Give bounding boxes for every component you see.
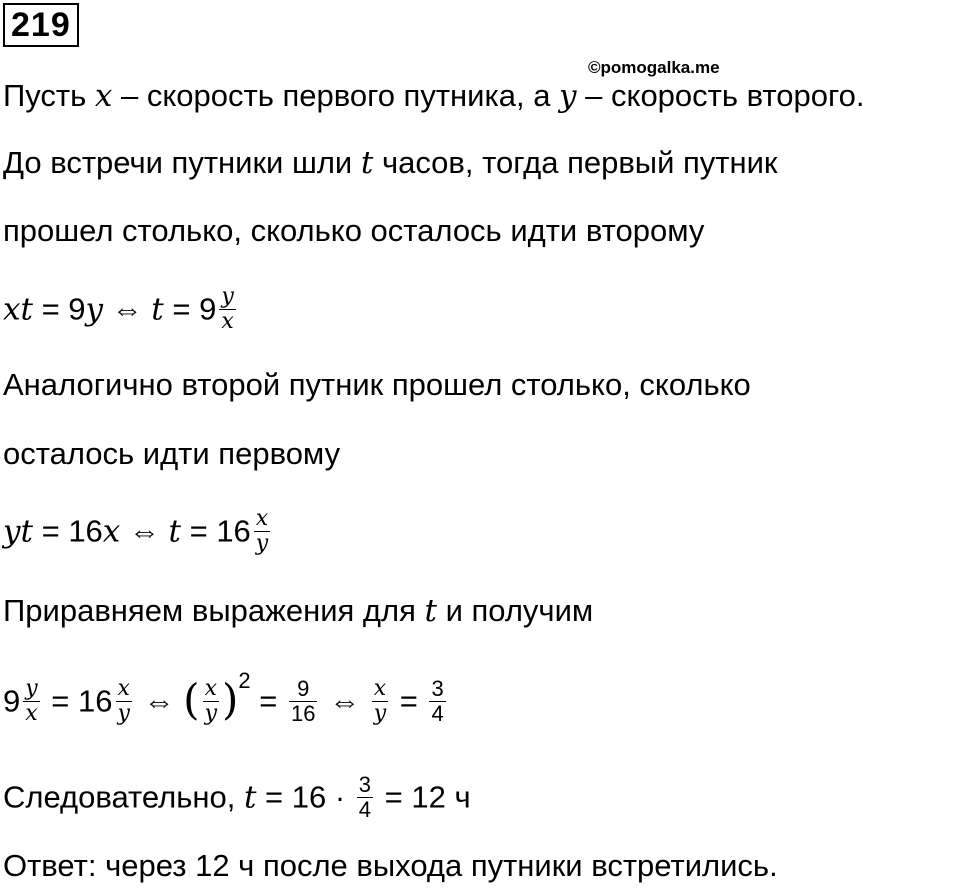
equation-term: = 9: [163, 291, 217, 327]
iff-symbol: ⇔: [120, 513, 169, 549]
text-segment: Следовательно,: [3, 779, 244, 815]
equation-term: = 16: [180, 513, 251, 549]
fraction: [203, 677, 219, 726]
fraction-denominator: x: [25, 701, 38, 726]
variable-t: t: [168, 513, 181, 550]
equation-term: 9: [3, 683, 21, 719]
text-segment: часов, тогда первый путник: [373, 145, 778, 180]
fraction-denominator: y: [255, 531, 269, 556]
text-segment: = 16 ·: [256, 779, 354, 815]
equation-2: [3, 506, 273, 558]
variable-t: t: [424, 593, 437, 629]
exponent: 2: [238, 668, 251, 693]
fraction: [116, 677, 132, 726]
problem-number: 219: [3, 3, 79, 47]
text-segment: и получим: [436, 593, 594, 628]
text-segment: – скорость второго.: [576, 78, 865, 113]
fraction-numerator: 9: [289, 677, 317, 702]
fraction-numerator: y: [25, 676, 38, 701]
left-parenthesis: (: [183, 674, 200, 724]
fraction: [429, 677, 445, 726]
fraction-numerator: y: [221, 284, 234, 309]
fraction-numerator: x: [372, 677, 388, 702]
fraction-numerator: x: [203, 677, 219, 702]
fraction-denominator: 4: [431, 701, 444, 726]
variable-t: t: [243, 779, 257, 816]
equation-term: =: [391, 683, 427, 719]
text-segment: = 12 ч: [376, 779, 471, 815]
variable-t: t: [151, 291, 164, 328]
equation-1: [3, 284, 239, 336]
text-segment: Пусть: [3, 78, 95, 113]
fraction-denominator: x: [221, 309, 234, 334]
iff-symbol: ⇔: [320, 683, 369, 719]
equation-term: = 16: [42, 683, 113, 719]
right-parenthesis: ): [222, 674, 239, 724]
fraction-denominator: y: [373, 701, 387, 726]
variable-x: x: [102, 513, 121, 550]
fraction-denominator: y: [204, 701, 217, 726]
fraction: [254, 507, 270, 556]
equation-3: [3, 668, 449, 728]
fraction-denominator: 16: [290, 701, 316, 726]
answer-line: Ответ: через 12 ч после выхода путники встретились.: [3, 848, 778, 883]
fraction: [372, 677, 388, 726]
iff-symbol: ⇔: [103, 291, 152, 327]
text-segment: До встречи путники шли: [3, 145, 361, 180]
text-line-6: осталось идти первому: [3, 436, 341, 471]
fraction: [289, 677, 317, 726]
text-line-5: Аналогично второй путник прошел столько, сколько: [3, 367, 751, 402]
fraction: [219, 285, 235, 334]
fraction-numerator: x: [254, 507, 270, 532]
fraction: [23, 677, 39, 726]
text-line-2: [3, 143, 778, 183]
text-segment: – скорость первого путника, а: [112, 78, 560, 113]
text-line-1: [3, 76, 864, 116]
equation-term: yt: [3, 513, 33, 550]
equation-term: =: [250, 683, 286, 719]
fraction-denominator: 4: [358, 797, 372, 822]
variable-y: y: [85, 291, 104, 328]
text-segment: Приравняем выражения для: [3, 593, 425, 628]
fraction: [357, 773, 373, 822]
equation-term: = 9: [32, 291, 86, 327]
fraction-numerator: 3: [431, 676, 444, 701]
equation-term: xt: [3, 291, 33, 328]
variable-t: t: [360, 145, 374, 181]
fraction-numerator: 3: [358, 772, 372, 797]
variable-y: y: [559, 78, 577, 114]
iff-symbol: ⇔: [134, 683, 184, 719]
text-line-10: [3, 772, 471, 824]
text-line-3: прошел столько, сколько осталось идти второму: [3, 213, 705, 248]
watermark: ©pomogalka.me: [588, 58, 720, 77]
variable-x: x: [94, 78, 113, 114]
fraction-numerator: x: [116, 677, 132, 702]
text-line-8: [3, 591, 593, 631]
equation-term: = 16: [32, 513, 103, 549]
fraction-denominator: y: [117, 701, 130, 726]
